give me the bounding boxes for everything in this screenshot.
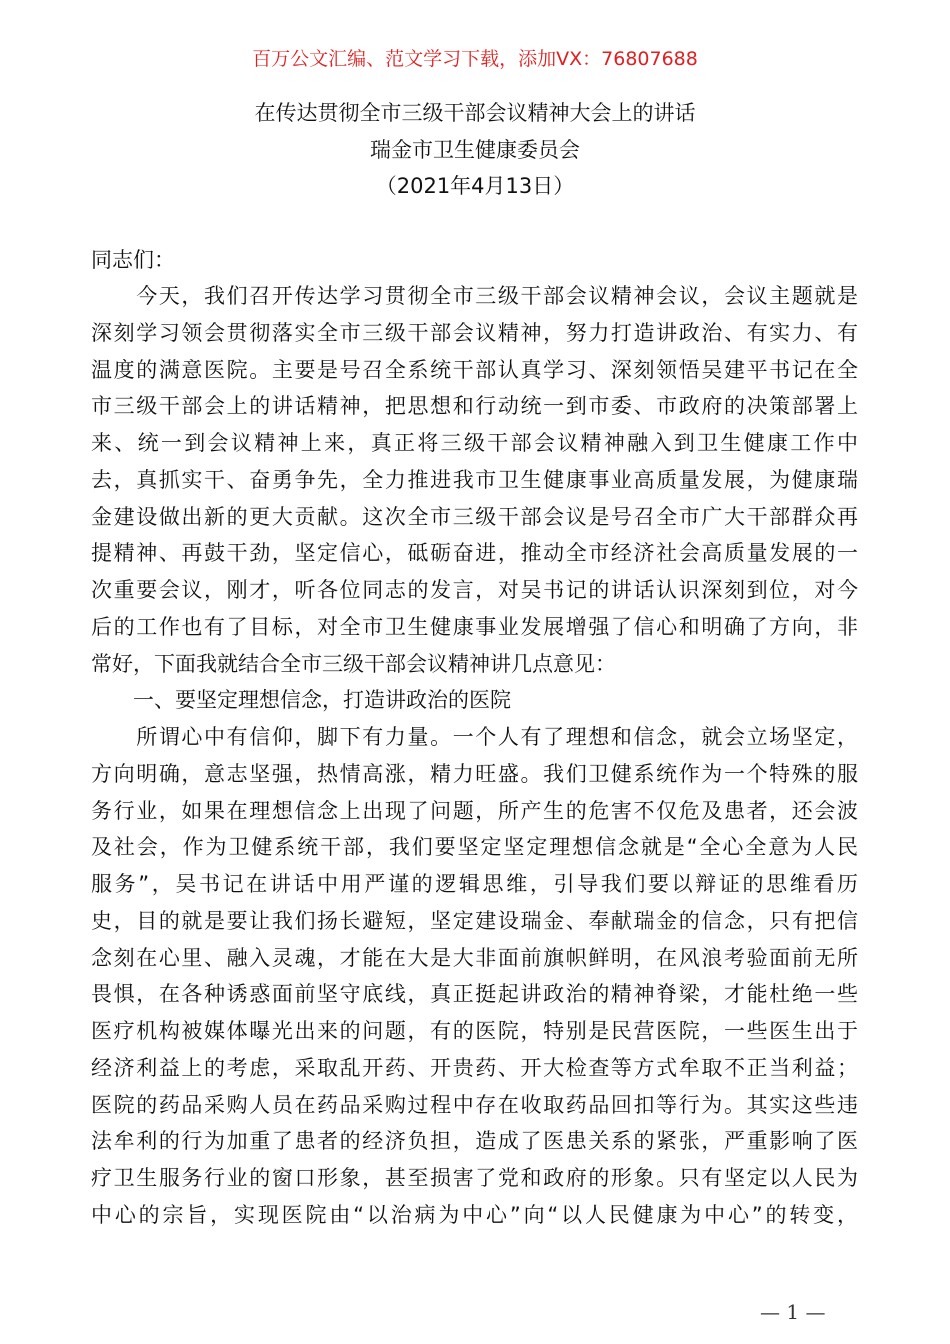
body-line: 次重要会议，刚才，听各位同志的发言，对吴书记的讲话认识深刻到位，对今: [91, 578, 858, 602]
date: （2021年4月13日）: [375, 174, 575, 198]
document-title: 在传达贯彻全市三级干部会议精神大会上的讲话: [254, 101, 696, 125]
body-line: 服务”，吴书记在讲话中用严谨的逻辑思维，引导我们要以辩证的思维看历: [91, 872, 858, 896]
body-line: 疗卫生服务行业的窗口形象，甚至损害了党和政府的形象。只有坚定以人民为: [91, 1166, 858, 1190]
body-line: 所谓心中有信仰，脚下有力量。一个人有了理想和信念，就会立场坚定，: [91, 725, 858, 749]
body-line: 提精神、再鼓干劲，坚定信心，砥砺奋进，推动全市经济社会高质量发展的一: [91, 541, 858, 566]
section-heading: 一、要坚定理想信念，打造讲政治的医院: [91, 688, 511, 713]
body-line: 畏惧，在各种诱惑面前坚守底线，真正挺起讲政治的精神脊梁，才能杜绝一些: [91, 982, 858, 1007]
salutation: 同志们：: [91, 248, 175, 272]
body-line: 来、统一到会议精神上来，真正将三级干部会议精神融入到卫生健康工作中: [91, 431, 858, 455]
body-line: 务行业，如果在理想信念上出现了问题，所产生的危害不仅危及患者，还会波: [91, 798, 858, 823]
body-line: 及社会，作为卫健系统干部，我们要坚定坚定理想信念就是“全心全意为人民: [91, 835, 858, 860]
body-line: 深刻学习领会贯彻落实全市三级干部会议精神，努力打造讲政治、有实力、有: [91, 320, 858, 345]
body-line: 经济利益上的考虑，采取乱开药、开贵药、开大检查等方式牟取不正当利益；: [91, 1055, 858, 1080]
body-line: 金建设做出新的更大贡献。这次全市三级干部会议是号召全市广大干部群众再: [91, 504, 858, 529]
body-line: 念刻在心里、融入灵魂，才能在大是大非面前旗帜鲜明，在风浪考验面前无所: [91, 945, 858, 970]
body-line: 史，目的就是要让我们扬长避短，坚定建设瑞金、奉献瑞金的信念，只有把信: [91, 908, 858, 933]
body-line: 去，真抓实干、奋勇争先，全力推进我市卫生健康事业高质量发展，为健康瑞: [91, 467, 858, 492]
body-line: 医院的药品采购人员在药品采购过程中存在收取药品回扣等行为。其实这些违: [91, 1092, 858, 1117]
body-line: 温度的满意医院。主要是号召全系统干部认真学习、深刻领悟吴建平书记在全: [91, 357, 858, 382]
body-line: 法牟利的行为加重了患者的经济负担，造成了医患关系的紧张，严重影响了医: [91, 1129, 858, 1154]
body-line: 后的工作也有了目标，对全市卫生健康事业发展增强了信心和明确了方向，非: [91, 614, 858, 639]
body-line: 今天，我们召开传达学习贯彻全市三级干部会议精神会议，会议主题就是: [91, 284, 858, 308]
body-line: 方向明确，意志坚强，热情高涨，精力旺盛。我们卫健系统作为一个特殊的服: [91, 761, 858, 786]
body-line: 市三级干部会上的讲话精神，把思想和行动统一到市委、市政府的决策部署上: [91, 394, 858, 419]
body-line: 医疗机构被媒体曝光出来的问题，有的医院，特别是民营医院，一些医生出于: [91, 1019, 858, 1043]
body-line: 常好，下面我就结合全市三级干部会议精神讲几点意见：: [91, 651, 616, 676]
body-line: 中心的宗旨，实现医院由“以治病为中心”向“以人民健康为中心”的转变，: [91, 1202, 858, 1227]
organization: 瑞金市卫生健康委员会: [370, 138, 580, 162]
page-number: — 1 —: [760, 1300, 826, 1324]
watermark-header: 百万公文汇编、范文学习下载，添加VX：76807688: [252, 48, 698, 70]
